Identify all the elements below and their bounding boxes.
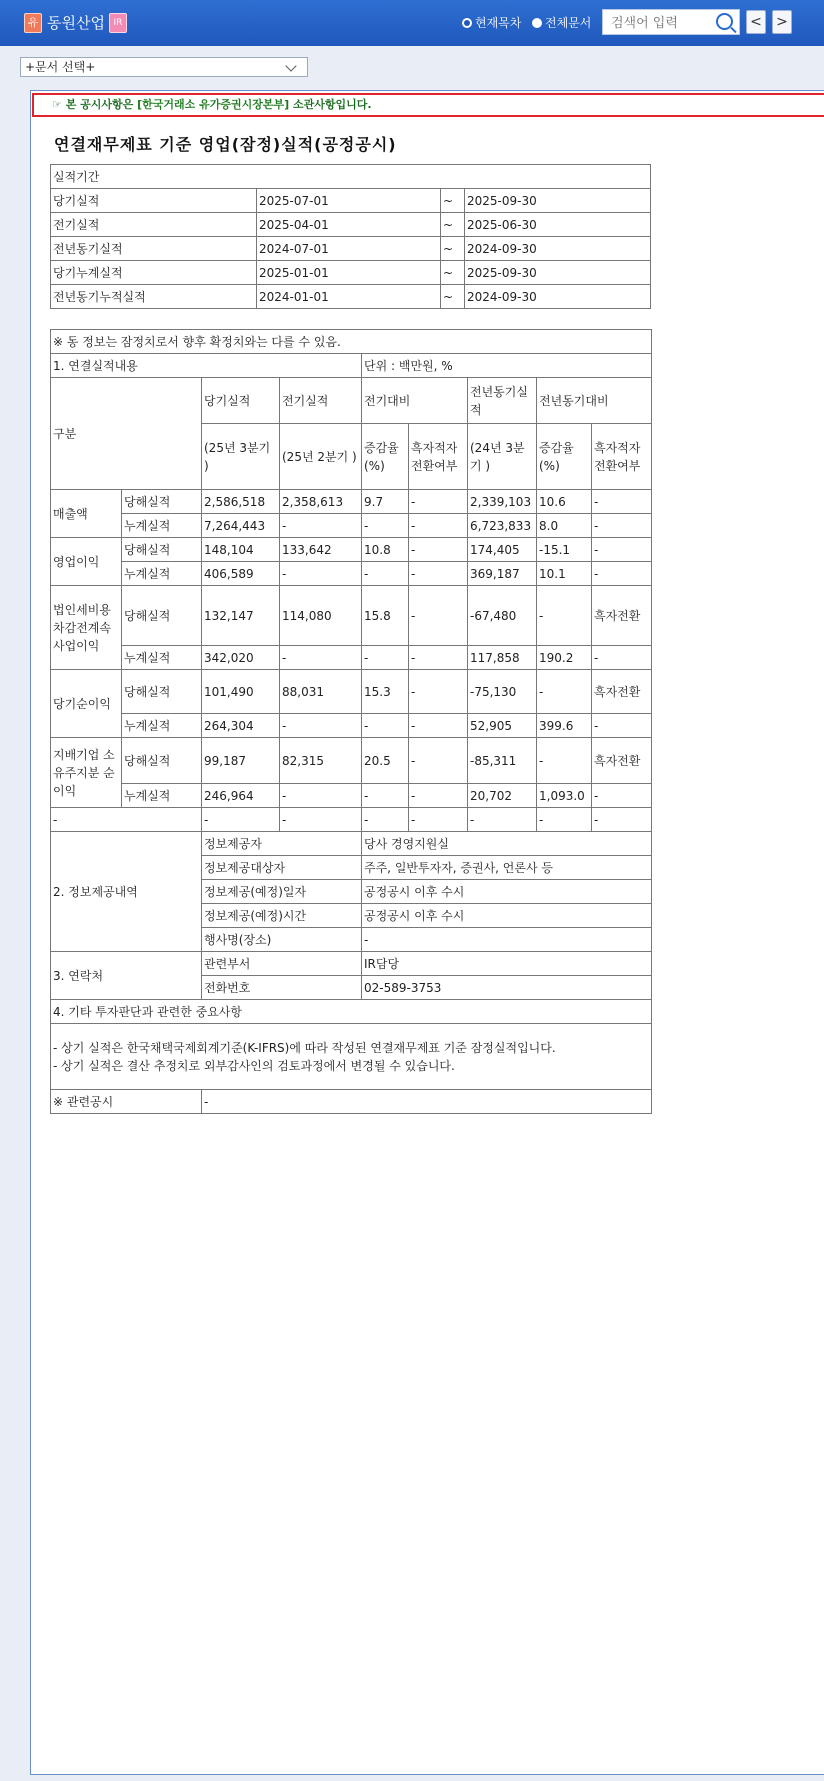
results-table: ※ 동 정보는 잠정치로서 향후 확정치와는 다를 수 있음. 1. 연결실적내용 단위 : 백만원, % 구분 당기실적 전기실적 전기대비 전년동기실적 전년동기대비 (25년 3분기 ) (25년 2분기 ) 증감율(%) 흑자적자전환여부 (24년 3분기 ) 증감율(%) 흑자적자전환여부 매출액 당해실적 2,586,518 2,358,613 9.7 - 2,339,103 10.6 - 누계실적 7,264,443 - - - 6,723,833 8.0 - 영업이익 당해실적 148,104 133,642 10.8 - 174,405 -15.1 - 누계실적 406,589 - - - 369,187 10.1 - 법인세비용차감전계속사업이익 당해실적 132,147 114,080 15.8 - -67,480 - 흑자전환 누계실적 342,020 - - - 117,858 190.2 - 당기순이익 당해실적 101,490 88,031 15.3 - -75,130 - 흑자전환 누계실적 264,304 - - - 52,905 399.6 - 지배기업 소유주지분 순이익 당해실적 99,187 82,315 20.5 - -85,311 - 흑자전환 누계실적 246,964 - - - 20,702 1,093.0 - - - - - - - - - 2. 정보제공내역 정보제공자 당사 경영지원실 정보제공대상자 주주, 일반투자자, 증권사, 언론사 등 정보제공(예정)일자 공정공시 이후 수시 정보제공(예정)시간 공정공시 이후 수시 행사명(장소) - 3. 연락처 관련부서 IR담당 전화번호 02-589-3753 4. 기타 투자판단과 관련한 중요사항 - 상기 실적은 한국채택국제회계기준(K-IFRS)에 따라 작성된 연결재무제표 기준 잠정실적입니다. - 상기 실적은 결산 추정치로 외부감사인의 검토과정에서 변경될 수 있습니다. ※ 관련공시 -: [50, 329, 652, 1114]
company-name[interactable]: 동원산업: [47, 14, 105, 32]
table-row: 매출액 당해실적 2,586,518 2,358,613 9.7 - 2,339,103 10.6 -: [51, 490, 652, 514]
table-row: 당기순이익 당해실적 101,490 88,031 15.3 - -75,130 - 흑자전환: [51, 670, 652, 714]
page-title: 연결재무제표 기준 영업(잠정)실적(공정공시): [54, 135, 397, 154]
search-box: [602, 9, 740, 35]
table-row: 누계실적 7,264,443 - - - 6,723,833 8.0 -: [51, 514, 652, 538]
table-row: 누계실적 342,020 - - - 117,858 190.2 -: [51, 646, 652, 670]
search-input[interactable]: [609, 11, 717, 35]
top-bar: [0, 0, 824, 46]
document-select[interactable]: +문서 선택+: [20, 57, 308, 77]
chevron-down-icon: [285, 60, 296, 71]
table-row: 누계실적 406,589 - - - 369,187 10.1 -: [51, 562, 652, 586]
table-row: - - - - - - - -: [51, 808, 652, 832]
period-table: 실적기간 당기실적 2025-07-01 ~ 2025-09-30 전기실적 2025-04-01 ~ 2025-06-30 전년동기실적 2024-07-01 ~ 2024-09-30 당기누계실적 2025-01-01 ~ 2025-09-30 전년동기누적실적 2024-01-01 ~ 2024-09-30: [50, 164, 651, 309]
notice-banner: ☞ 본 공시사항은 [한국거래소 유가증권시장본부] 소관사항입니다.: [32, 93, 824, 117]
radio-on-icon[interactable]: [462, 18, 472, 28]
radio-off-icon[interactable]: [532, 18, 542, 28]
table-row: 법인세비용차감전계속사업이익 당해실적 132,147 114,080 15.8 - -67,480 - 흑자전환: [51, 586, 652, 646]
search-icon[interactable]: [716, 13, 733, 30]
radio-all-docs[interactable]: 전체문서: [532, 14, 591, 31]
table-row: 지배기업 소유주지분 순이익 당해실적 99,187 82,315 20.5 - -85,311 - 흑자전환: [51, 738, 652, 784]
company-badge-icon: 유: [24, 13, 42, 33]
table-row: 누계실적 264,304 - - - 52,905 399.6 -: [51, 714, 652, 738]
table-row: 누계실적 246,964 - - - 20,702 1,093.0 -: [51, 784, 652, 808]
prev-button[interactable]: <: [746, 10, 766, 34]
ir-badge-icon[interactable]: IR: [109, 13, 127, 33]
next-button[interactable]: >: [772, 10, 792, 34]
radio-current-toc[interactable]: 현재목차: [462, 14, 521, 31]
table-row: 영업이익 당해실적 148,104 133,642 10.8 - 174,405 -15.1 -: [51, 538, 652, 562]
